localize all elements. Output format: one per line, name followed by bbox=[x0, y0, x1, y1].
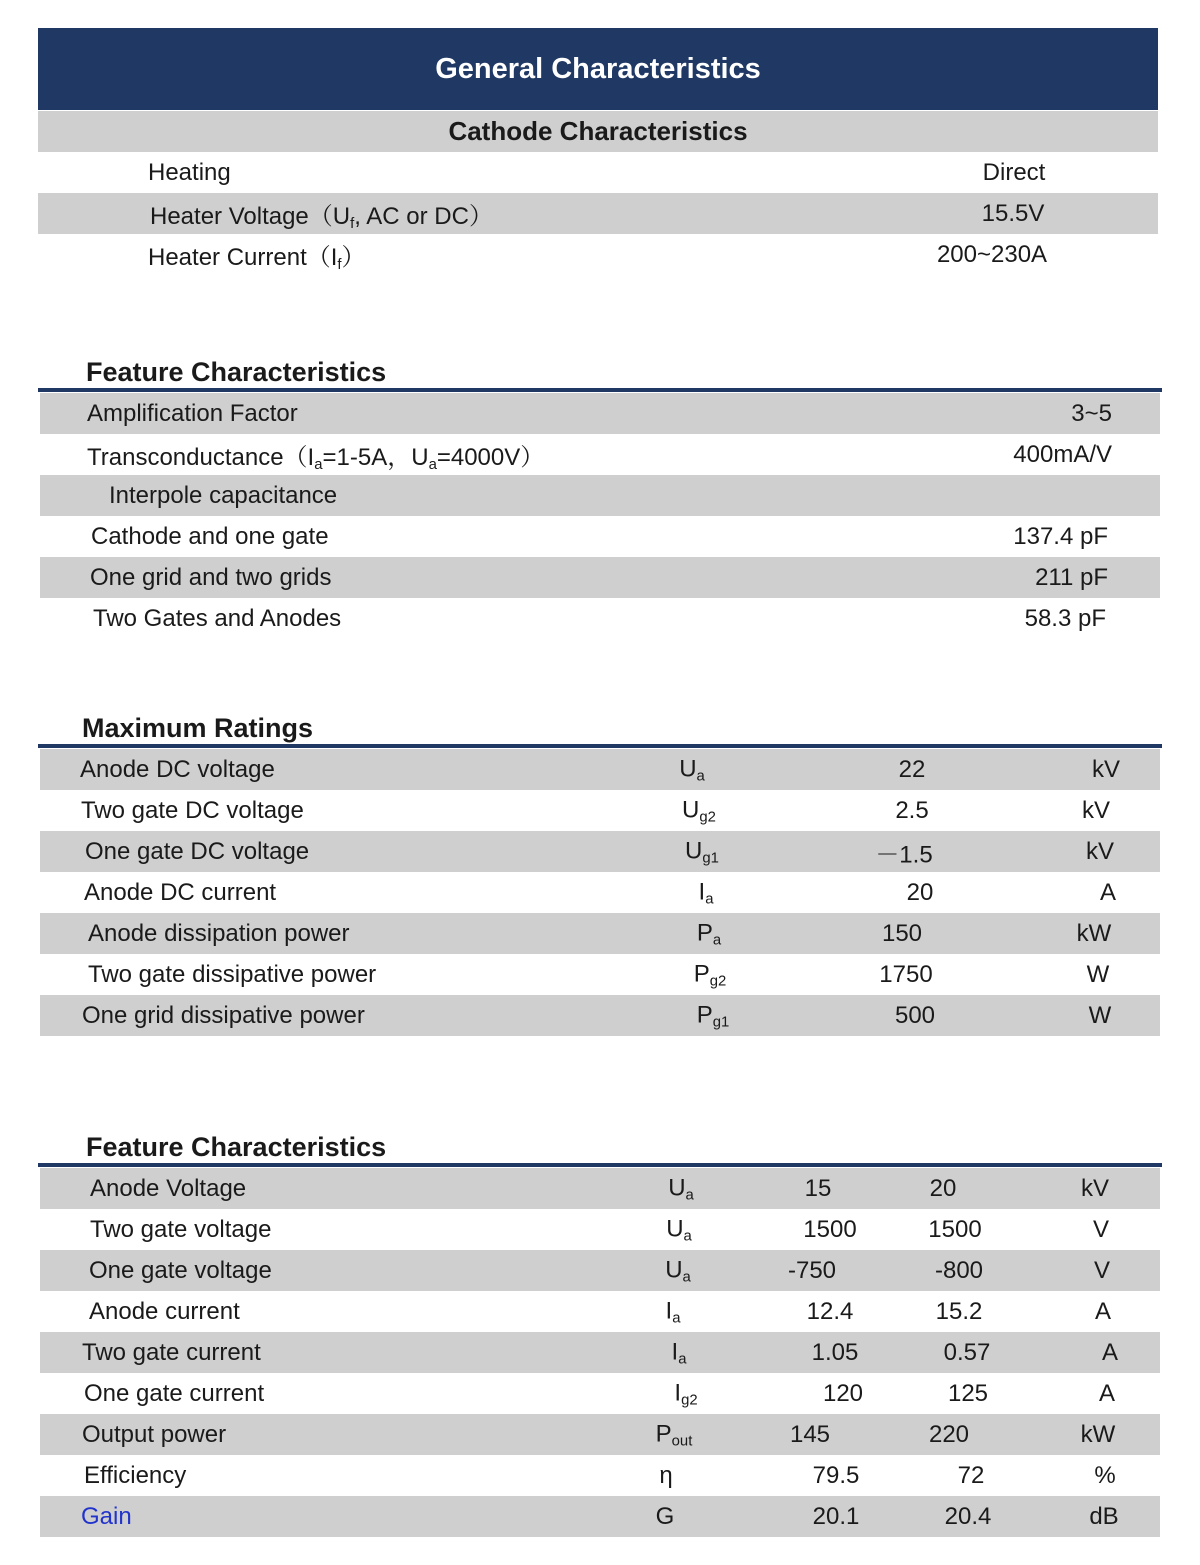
row-symbol: $U_{g1}$ bbox=[685, 836, 719, 867]
row-value-1: 12.4 bbox=[806, 1297, 854, 1325]
row-symbol: $I_a$ bbox=[698, 877, 714, 908]
row-label: One gate current bbox=[84, 1379, 265, 1407]
row-value-2: 15.2 bbox=[935, 1297, 983, 1325]
row-value: 22 bbox=[898, 755, 926, 783]
feature-row-amplification bbox=[40, 393, 1160, 434]
row-unit: W bbox=[1086, 960, 1110, 988]
op-row-anode-current bbox=[40, 1291, 1160, 1332]
row-value-2: 0.57 bbox=[943, 1338, 991, 1366]
row-value: 20 bbox=[906, 878, 934, 906]
row-unit: V bbox=[1092, 1215, 1110, 1243]
row-label: Cathode and one gate bbox=[91, 522, 329, 550]
row-value-1: 20.1 bbox=[812, 1502, 860, 1530]
feature-row-gates-anodes bbox=[40, 598, 1160, 639]
row-symbol: $U_a$ bbox=[668, 1173, 694, 1204]
row-unit: kV bbox=[1081, 796, 1111, 824]
row-label: One gate voltage bbox=[89, 1256, 272, 1284]
row-symbol: $I_a$ bbox=[671, 1337, 687, 1368]
row-value: Direct bbox=[982, 158, 1046, 186]
row-value: 58.3 pF bbox=[1024, 604, 1106, 632]
op-row-one-gate-voltage bbox=[40, 1250, 1160, 1291]
row-unit: kV bbox=[1091, 755, 1121, 783]
feature-row-grid-grids bbox=[40, 557, 1160, 598]
row-label: Heater $Current(I_f)$ bbox=[148, 243, 366, 273]
row-unit: kV bbox=[1080, 1174, 1110, 1202]
row-symbol: $I_a$ bbox=[665, 1296, 681, 1327]
max-row-one-grid-dissipative bbox=[40, 995, 1160, 1036]
row-unit: kW bbox=[1076, 919, 1112, 947]
row-unit: A bbox=[1098, 1379, 1116, 1407]
row-unit: A bbox=[1099, 878, 1117, 906]
maximum-ratings-heading: Maximum Ratings bbox=[82, 713, 314, 743]
row-label: Two Gates and Anodes bbox=[93, 604, 342, 632]
row-symbol: $U_{g2}$ bbox=[682, 795, 716, 826]
row-unit: A bbox=[1094, 1297, 1112, 1325]
row-label: $Transconductance(I_a=1-5A$，$U_a=4000V$） bbox=[87, 443, 545, 473]
op-row-one-gate-current bbox=[40, 1373, 1160, 1414]
row-value-1: 1500 bbox=[803, 1215, 857, 1243]
max-row-one-gate-dc-voltage bbox=[40, 831, 1160, 872]
general-characteristics-title: General Characteristics bbox=[38, 28, 1158, 110]
row-label: Anode DC current bbox=[84, 878, 277, 906]
max-row-two-gate-dc-voltage bbox=[40, 790, 1160, 831]
row-value: 2.5 bbox=[895, 796, 929, 824]
row-unit: V bbox=[1093, 1256, 1111, 1284]
row-symbol: $U_a$ bbox=[665, 1255, 691, 1286]
row-symbol: $P_{g2}$ bbox=[693, 959, 727, 990]
row-value: －1.5 bbox=[875, 841, 933, 868]
row-unit: % bbox=[1094, 1461, 1116, 1489]
row-value: 211 pF bbox=[1035, 563, 1108, 591]
row-value-2: 125 bbox=[947, 1379, 989, 1407]
row-unit: A bbox=[1101, 1338, 1119, 1366]
row-label: Anode current bbox=[89, 1297, 240, 1325]
feature-characteristics-heading: Feature Characteristics bbox=[86, 357, 387, 387]
row-symbol: $U_a$ bbox=[666, 1214, 692, 1245]
row-value-1: 79.5 bbox=[812, 1461, 860, 1489]
op-row-gain bbox=[40, 1496, 1160, 1537]
row-symbol: $P_{out}$ bbox=[655, 1419, 693, 1450]
row-label: Heating bbox=[148, 158, 231, 186]
row-value: 200~230A bbox=[936, 240, 1048, 268]
row-label: Two gate voltage bbox=[90, 1215, 272, 1243]
row-label: One grid and two grids bbox=[90, 563, 332, 591]
row-value: 137.4 pF bbox=[1013, 522, 1108, 550]
feature-row-interpole bbox=[40, 475, 1160, 516]
row-label: Anode Voltage bbox=[90, 1174, 247, 1202]
section-divider bbox=[38, 744, 1162, 748]
row-unit: W bbox=[1088, 1001, 1112, 1029]
op-row-two-gate-voltage bbox=[40, 1209, 1160, 1250]
row-label-gain: Gain bbox=[81, 1502, 132, 1530]
section-divider bbox=[38, 1163, 1162, 1167]
max-row-two-gate-dissipative bbox=[40, 954, 1160, 995]
max-row-anode-dc-voltage bbox=[40, 749, 1160, 790]
feature-row-cathode-gate bbox=[40, 516, 1160, 557]
row-value: 3~5 bbox=[1071, 399, 1112, 427]
row-symbol: $P_a$ bbox=[696, 918, 722, 949]
row-label: Heater $Voltage(U_f$, AC or DC） bbox=[150, 202, 493, 232]
row-symbol: $P_{g1}$ bbox=[696, 1000, 730, 1031]
op-row-two-gate-current bbox=[40, 1332, 1160, 1373]
row-unit: kV bbox=[1085, 837, 1115, 865]
row-unit: dB bbox=[1089, 1502, 1119, 1530]
op-row-anode-voltage bbox=[40, 1168, 1160, 1209]
row-value-1: -750 bbox=[787, 1256, 837, 1284]
row-label: Amplification Factor bbox=[87, 399, 298, 427]
row-value: 1750 bbox=[879, 960, 933, 988]
row-value-2: 72 bbox=[957, 1461, 985, 1489]
row-label: One gate DC voltage bbox=[85, 837, 310, 865]
row-label: Two gate current bbox=[82, 1338, 261, 1366]
row-label: Interpole capacitance bbox=[109, 481, 338, 509]
row-label: Anode dissipation power bbox=[88, 919, 350, 947]
feature-characteristics-heading-2: Feature Characteristics bbox=[86, 1132, 387, 1162]
op-row-output-power bbox=[40, 1414, 1160, 1455]
row-value: 150 bbox=[881, 919, 923, 947]
row-value-1: 15 bbox=[804, 1174, 832, 1202]
row-value-2: 1500 bbox=[928, 1215, 982, 1243]
row-value-1: 1.05 bbox=[811, 1338, 859, 1366]
row-value-2: 20.4 bbox=[944, 1502, 992, 1530]
row-value: 500 bbox=[894, 1001, 936, 1029]
cathode-row-heater-voltage bbox=[38, 193, 1158, 234]
op-row-efficiency bbox=[40, 1455, 1160, 1496]
row-symbol: G bbox=[655, 1502, 675, 1530]
max-row-anode-dc-current bbox=[40, 872, 1160, 913]
cathode-row-heater-current bbox=[38, 234, 1158, 275]
row-value-2: 20 bbox=[929, 1174, 957, 1202]
row-symbol: $I_{g2}$ bbox=[674, 1378, 698, 1409]
row-label: Efficiency bbox=[84, 1461, 187, 1489]
eta-symbol: η bbox=[659, 1461, 673, 1489]
section-divider bbox=[38, 388, 1162, 392]
row-label: Two gate dissipative power bbox=[88, 960, 377, 988]
feature-row-transconductance bbox=[40, 434, 1160, 475]
cathode-row-heating bbox=[38, 152, 1158, 193]
row-unit: kW bbox=[1080, 1420, 1116, 1448]
row-label: One grid dissipative power bbox=[82, 1001, 365, 1029]
row-value: 15.5V bbox=[981, 199, 1045, 227]
row-label: Anode DC voltage bbox=[80, 755, 275, 783]
row-label: Two gate DC voltage bbox=[81, 796, 304, 824]
row-value-2: 220 bbox=[928, 1420, 970, 1448]
row-value: 400mA/V bbox=[1013, 440, 1112, 468]
row-label: Output power bbox=[82, 1420, 227, 1448]
max-row-anode-dissipation bbox=[40, 913, 1160, 954]
row-value-1: 120 bbox=[822, 1379, 864, 1407]
row-value-1: 145 bbox=[789, 1420, 831, 1448]
row-symbol: $U_a$ bbox=[679, 754, 705, 785]
cathode-characteristics-title: Cathode Characteristics bbox=[38, 111, 1158, 152]
row-value-2: -800 bbox=[934, 1256, 984, 1284]
